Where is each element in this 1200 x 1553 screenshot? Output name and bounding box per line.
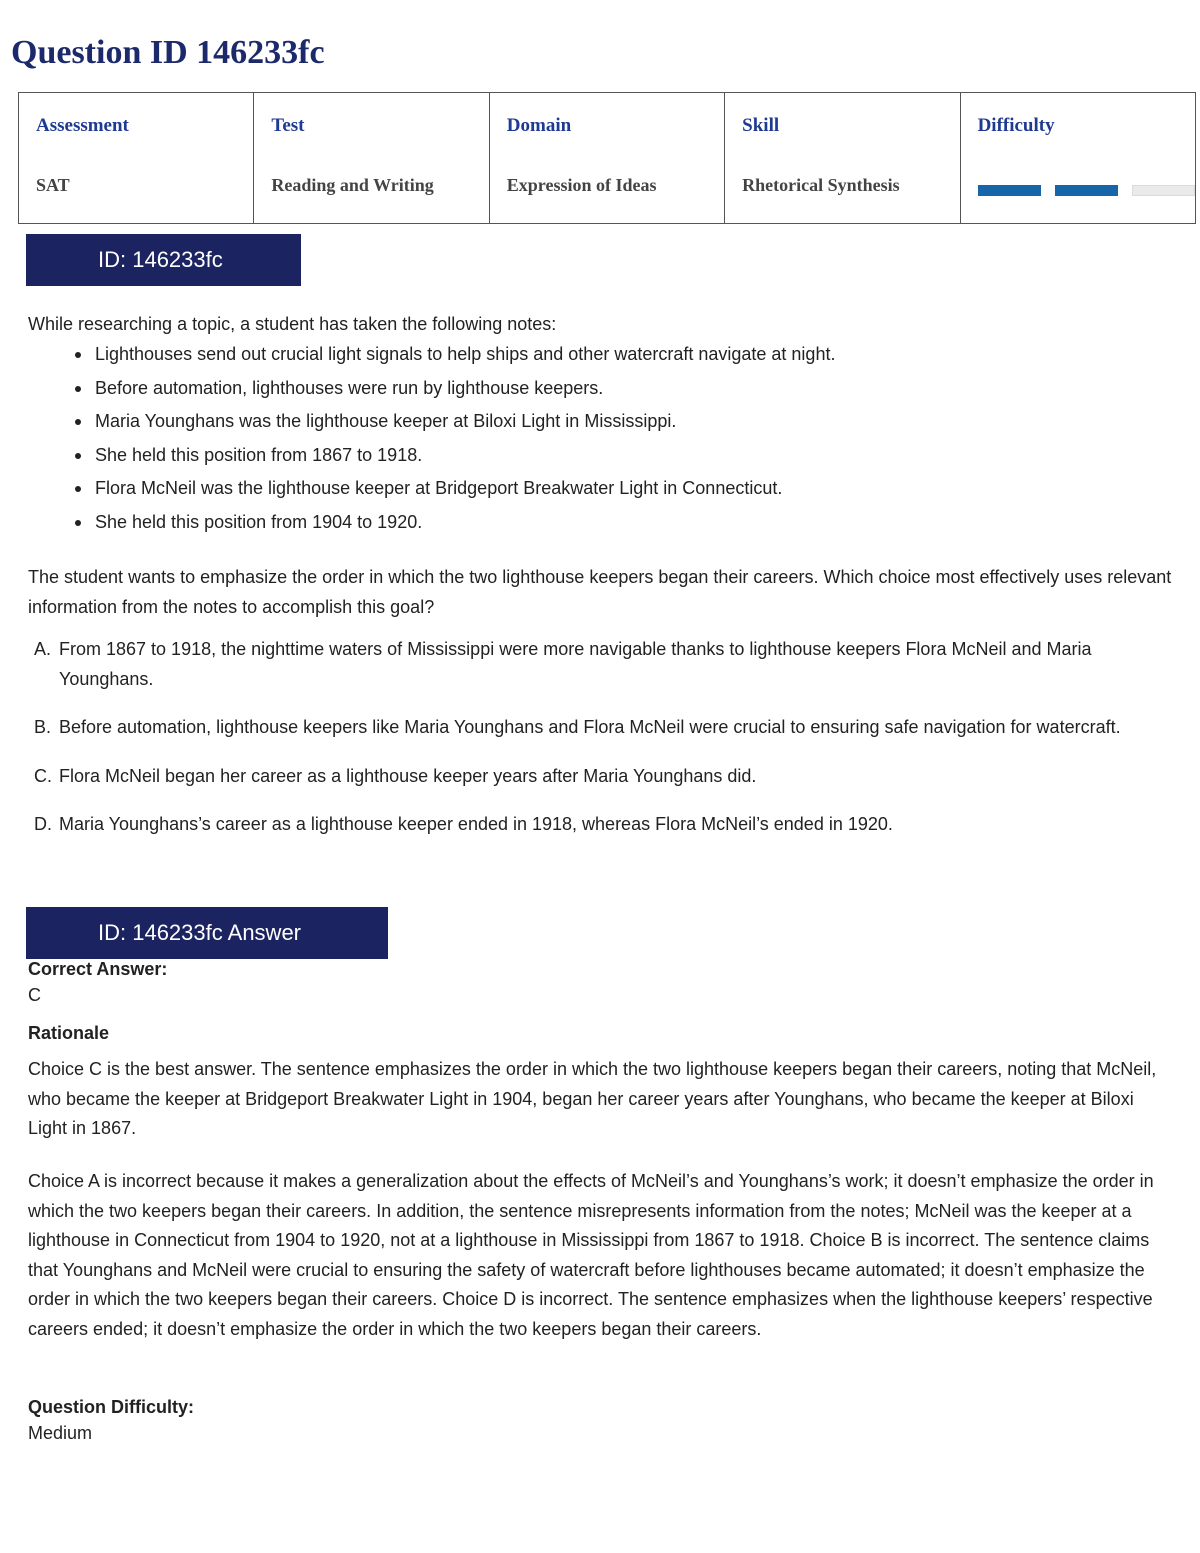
meta-difficulty-cell bbox=[960, 93, 1195, 224]
notes-list bbox=[95, 340, 835, 542]
difficulty-bar-segment bbox=[978, 185, 1041, 196]
rationale-heading: Rationale bbox=[28, 1023, 110, 1043]
choice-letter: D. bbox=[34, 814, 52, 834]
note-item: Before automation, lighthouses were run by lighthouse keepers. bbox=[95, 374, 835, 408]
note-item: Maria Younghans was the lighthouse keeper at Biloxi Light in Mississippi. bbox=[95, 407, 835, 441]
choice-a bbox=[34, 635, 1174, 694]
meta-domain-value: Expression of Ideas bbox=[506, 175, 657, 195]
meta-skill-value: Rhetorical Synthesis bbox=[742, 175, 900, 195]
difficulty-meter bbox=[978, 185, 1195, 196]
rationale-paragraph: Choice A is incorrect because it makes a generalization about the effects of McNeil’s and Younghans’s work; it doesn’t emphasize the order in which the two keepers began their careers. In addition, the sentence misrepresents information from the notes; McNeil was the keeper at a lighthouse in Connecticut from 1904 to 1920, not at a lighthouse in Mississippi from 1867 to 1918. Choice B is incorrect. The sentence claims that Younghans and McNeil were crucial to ensuring the safety of watercraft before lighthouses became automated; it doesn’t emphasize the order in which the two keepers began their careers. Choice D is incorrect. The sentence emphasizes when the lighthouse keepers’ respective careers ended; it doesn’t emphasize the order in which the two keepers began their careers. bbox=[28, 1171, 1154, 1339]
question-stem: The student wants to emphasize the order in which the two lighthouse keepers began their careers. Which choice most effectively uses relevant information from the notes to accomplish this goal? bbox=[28, 567, 1172, 617]
choice-d bbox=[34, 810, 1174, 840]
rationale-paragraph: Choice C is the best answer. The sentence emphasizes the order in which the two lighthouse keepers began their careers, noting that McNeil, who became the keeper at Bridgeport Breakwater Light in 1904, began her career years after Younghans, who became the keeper at Biloxi Light in 1867. bbox=[28, 1059, 1157, 1138]
choice-c bbox=[34, 762, 1174, 792]
answer-choices bbox=[34, 635, 1174, 859]
meta-skill-cell bbox=[725, 93, 960, 224]
meta-test-cell bbox=[254, 93, 489, 224]
choice-text: From 1867 to 1918, the nighttime waters of Mississippi were more navigable thanks to lighthouse keepers Flora McNeil and Maria Younghans. bbox=[59, 639, 1092, 689]
choice-text: Before automation, lighthouse keepers like Maria Younghans and Flora McNeil were crucial to ensuring safe navigation for watercraft. bbox=[59, 717, 1121, 737]
difficulty-bar-segment bbox=[1055, 185, 1118, 196]
difficulty-bar-segment bbox=[1132, 185, 1195, 196]
question-difficulty-value: Medium bbox=[28, 1423, 93, 1443]
meta-difficulty-heading: Difficulty bbox=[977, 115, 1055, 136]
meta-test-heading: Test bbox=[271, 115, 305, 136]
meta-test-value: Reading and Writing bbox=[271, 175, 434, 195]
meta-domain-heading: Domain bbox=[506, 115, 572, 136]
choice-letter: C. bbox=[34, 765, 52, 786]
choice-letter: B. bbox=[34, 717, 52, 737]
choice-text: Maria Younghans’s career as a lighthouse keeper ended in 1918, whereas Flora McNeil’s ended in 1920. bbox=[59, 814, 893, 834]
note-item: Flora McNeil was the lighthouse keeper at Bridgeport Breakwater Light in Connecticut. bbox=[95, 474, 835, 508]
choice-letter: A. bbox=[34, 639, 52, 659]
question-intro: While researching a topic, a student has taken the following notes: bbox=[28, 314, 557, 334]
correct-answer-label: Correct Answer: bbox=[28, 959, 168, 979]
choice-text: Flora McNeil began her career as a lighthouse keeper years after Maria Younghans did. bbox=[59, 765, 757, 786]
correct-answer-value: C bbox=[28, 985, 41, 1005]
question-id-banner: ID: 146233fc bbox=[26, 234, 301, 286]
question-difficulty-label: Question Difficulty: bbox=[28, 1397, 194, 1417]
note-item: She held this position from 1904 to 1920. bbox=[95, 508, 835, 542]
page-title: Question ID 146233fc bbox=[11, 34, 325, 71]
meta-assessment-value: SAT bbox=[36, 175, 70, 195]
meta-assessment-heading: Assessment bbox=[36, 115, 129, 136]
meta-assessment-cell bbox=[19, 93, 254, 224]
answer-id-banner: ID: 146233fc Answer bbox=[26, 907, 388, 959]
note-item: Lighthouses send out crucial light signals to help ships and other watercraft navigate at night. bbox=[95, 340, 835, 374]
choice-b bbox=[34, 713, 1174, 743]
question-metadata-table bbox=[18, 92, 1196, 224]
note-item: She held this position from 1867 to 1918. bbox=[95, 441, 835, 475]
meta-domain-cell bbox=[489, 93, 724, 224]
meta-skill-heading: Skill bbox=[742, 115, 780, 136]
